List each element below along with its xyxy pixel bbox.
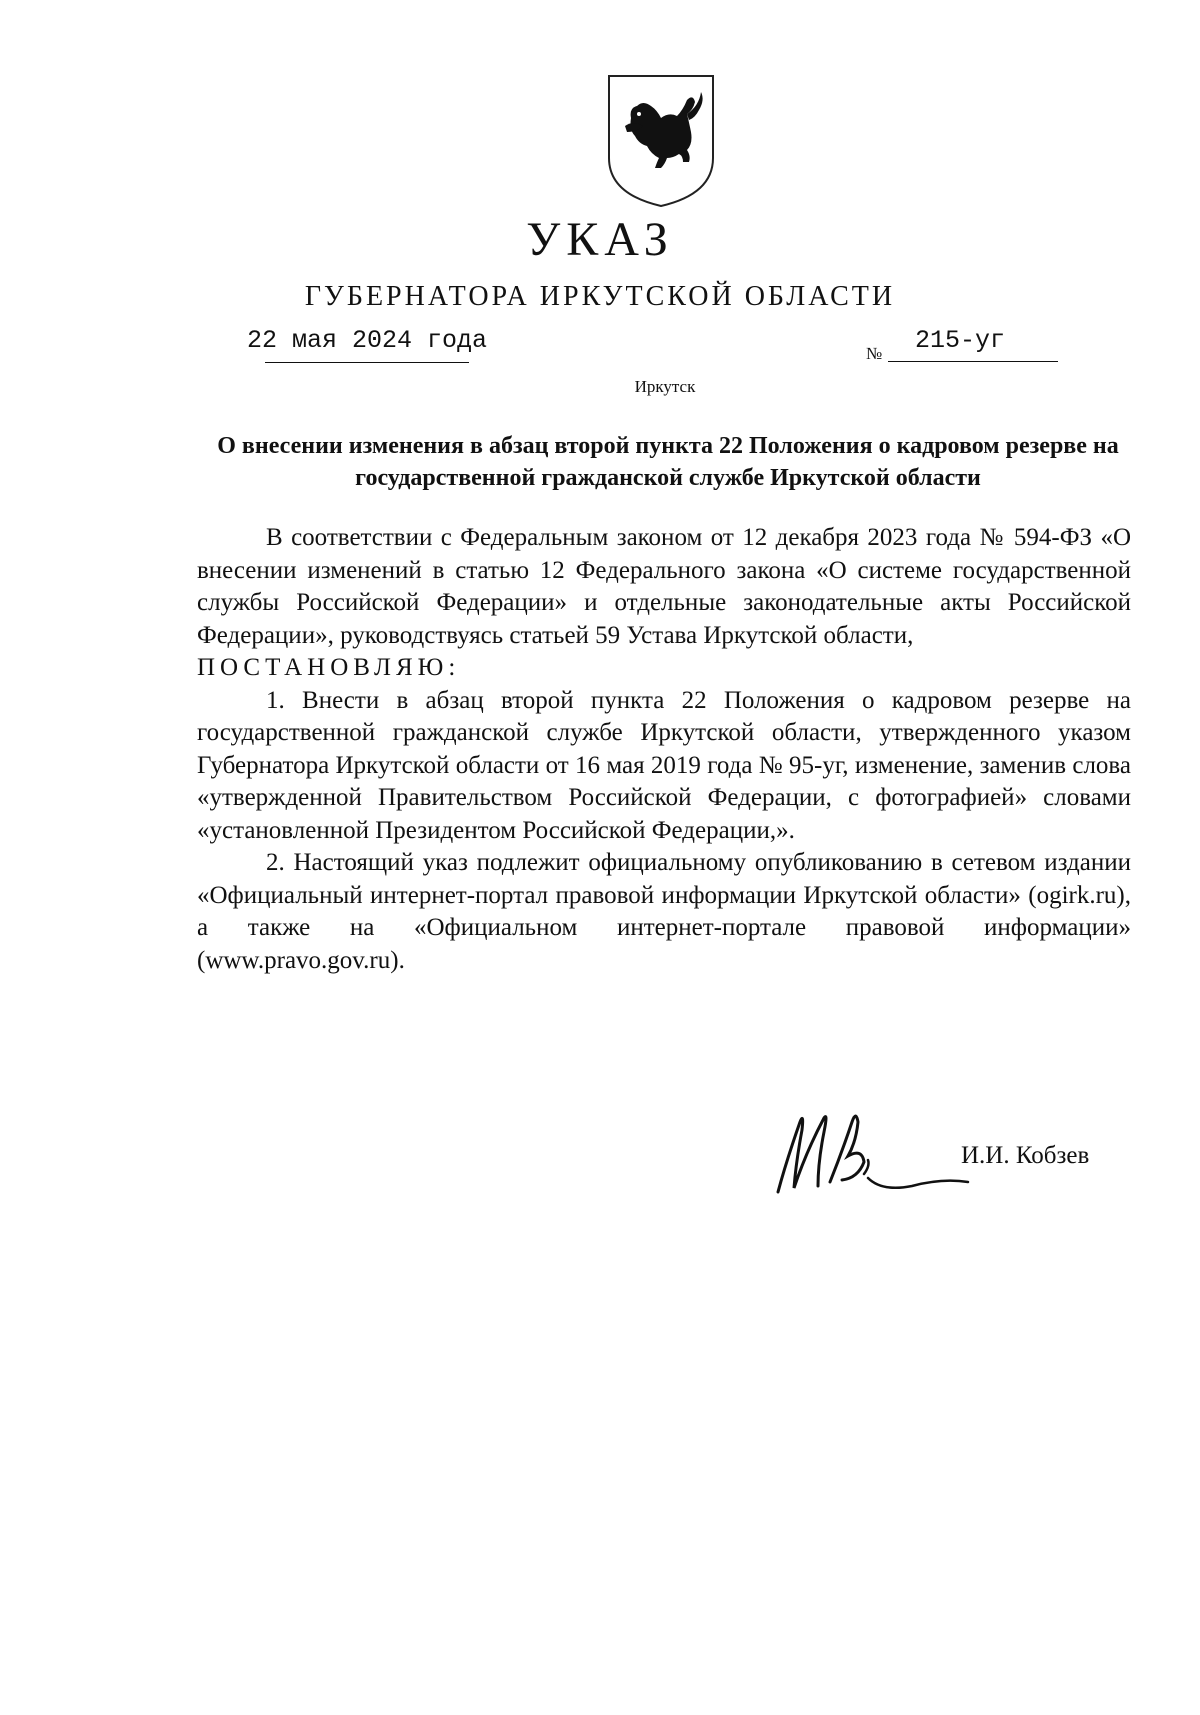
handwritten-signature (772, 1082, 982, 1202)
document-title: О внесении изменения в абзац второй пункта 22 Положения о кадровом резерве на государственной гражданской службе Иркутской области (217, 433, 1119, 491)
signer-name: И.И. Кобзев (961, 1142, 1090, 1169)
document-number: 215-уг (915, 326, 1006, 355)
number-sign: № (866, 344, 883, 363)
date-underline (265, 362, 469, 363)
issuing-authority: ГУБЕРНАТОРА ИРКУТСКОЙ ОБЛАСТИ (304, 281, 896, 312)
document-city: Иркутск (634, 377, 696, 396)
coat-of-arms-icon (603, 70, 719, 210)
item-paragraph-1: 1. Внести в абзац второй пункта 22 Положения о кадровом резерве на государственной гражданской службе Иркутской области, утвержденного указом Губернатора Иркутской области от 16 мая 2019 года № 95-уг, изменение, заменив слова «утвержденной Правительством Российской Федерации, с фотографией» словами «установленной Президентом Российской Федерации,». (197, 686, 1131, 844)
number-underline (888, 361, 1058, 362)
document-date: 22 мая 2024 года (247, 326, 488, 355)
document-type: УКАЗ (526, 213, 674, 266)
decree-word: ПОСТАНОВЛЯЮ: (197, 654, 461, 681)
item-paragraph-2: 2. Настоящий указ подлежит официальному опубликованию в сетевом издании «Официальный интернет-портал правовой информации Иркутской области» (ogirk.ru), а также на «Официальном интернет-портале правовой информации» (www.pravo.gov.ru). (197, 849, 1131, 974)
preamble-paragraph: В соответствии с Федеральным законом от 12 декабря 2023 года № 594-ФЗ «О внесении изменений в статью 12 Федерального закона «О системе государственной службы Российской Федерации» и отдельные законодательные акты Российской Федерации», руководствуясь статьей 59 Устава Иркутской области, (197, 524, 1131, 649)
document-body (197, 522, 1131, 977)
